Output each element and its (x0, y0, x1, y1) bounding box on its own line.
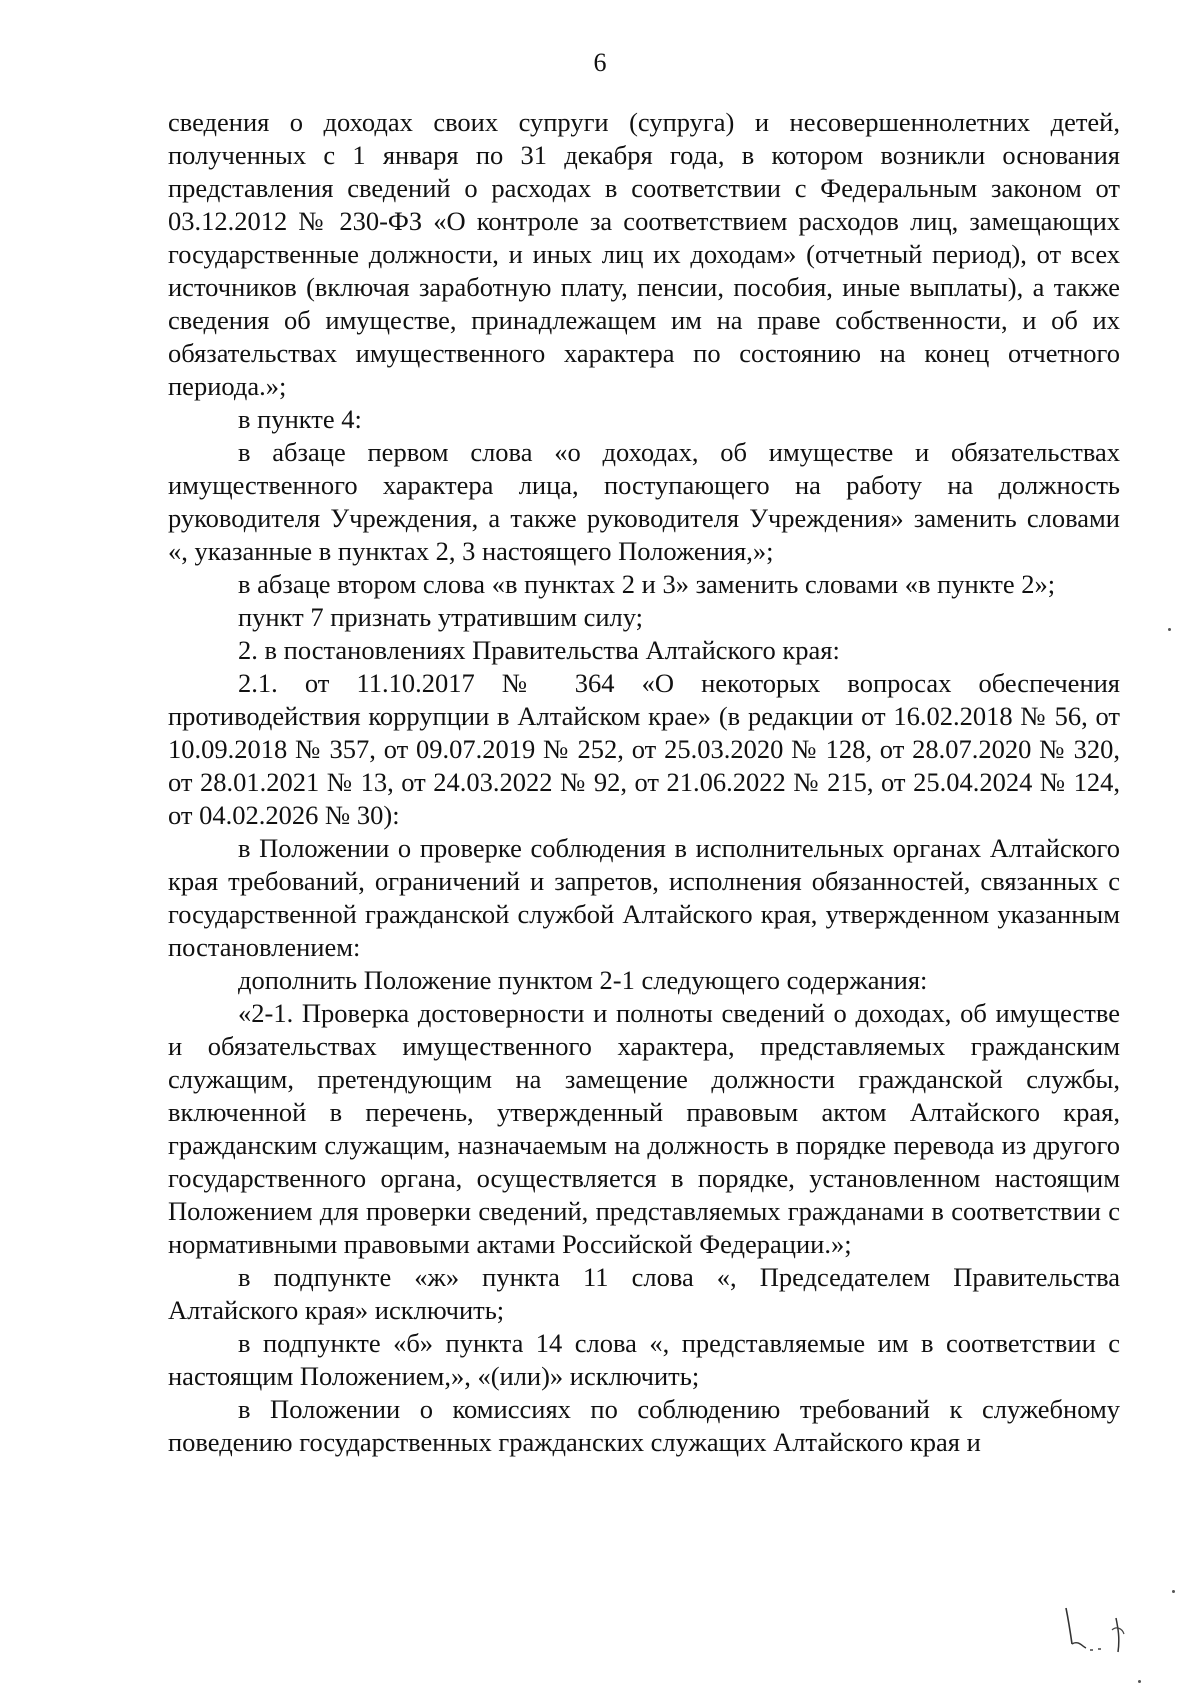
paragraph-7: 2.1. от 11.10.2017 № 364 «О некоторых вопросах обеспечения противодействия коррупции в Алтайском крае» (в редакции от 16.02.2018 № 56, от 10.09.2018 № 357, от 09.07.2019 № 252, от 25.03.2020 № 128, от 28.07.2020 № 320, от 28.01.2021 № 13, от 24.03.2022 № 92, от 21.06.2022 № 215, от 25.04.2024 № 124, от 04.02.2026 № 30): (168, 668, 1120, 830)
paragraph-1: сведения о доходах своих супруги (супруга) и несовершеннолетних детей, полученных с 1 января по 31 декабря года, в котором возникли основания представления сведений о расходах в соответствии с Федеральным законом от 03.12.2012 № 230-ФЗ «О контроле за соответствием расходов лиц, замещающих государственные должности, и иных лиц их доходам» (отчетный период), от всех источников (включая заработную плату, пенсии, пособия, иные выплаты), а также сведения об имуществе, принадлежащем им на праве собственности, и об их обязательствах имущественного характера по состоянию на конец отчетного периода.»; (168, 107, 1120, 401)
paragraph-13: в Положении о комиссиях по соблюдению требований к служебному поведению государственных гражданских служащих Алтайского края и (168, 1394, 1120, 1457)
paragraph-3: в абзаце первом слова «о доходах, об имуществе и обязательствах имущественного характера лица, поступающего на работу на должность руководителя Учреждения, а также руководителя Учреждения» заменить словами «, указанные в пунктах 2, 3 настоящего Положения,»; (168, 437, 1120, 566)
paragraph-6: 2. в постановлениях Правительства Алтайского края: (238, 635, 840, 665)
paragraph-2: в пункте 4: (238, 404, 362, 434)
paragraph-11: в подпункте «ж» пункта 11 слова «, Председателем Правительства Алтайского края» исключить; (168, 1262, 1120, 1325)
paragraph-10: «2-1. Проверка достоверности и полноты сведений о доходах, об имуществе и обязательствах имущественного характера, представляемых гражданским служащим, претендующим на замещение должности гражданской службы, включенной в перечень, утвержденный правовым актом Алтайского края, гражданским служащим, назначаемым на должность в порядке перевода из другого государственного органа, осуществляется в порядке, установленном настоящим Положением для проверки сведений, представляемых гражданами в соответствии с нормативными правовыми актами Российской Федерации.»; (168, 998, 1120, 1259)
scan-speck (1172, 1590, 1175, 1593)
paragraph-12: в подпункте «б» пункта 14 слова «, представляемые им в соответствии с настоящим Положением,», «(или)» исключить; (168, 1328, 1120, 1391)
paragraph-9: дополнить Положение пунктом 2-1 следующего содержания: (238, 965, 928, 995)
paragraph-4: в абзаце втором слова «в пунктах 2 и 3» заменить словами «в пункте 2»; (238, 569, 1056, 599)
page-number: 6 (593, 48, 607, 77)
scan-speck (1168, 628, 1171, 631)
document-body (168, 106, 1120, 1459)
paragraph-5: пункт 7 признать утратившим силу; (238, 602, 644, 632)
paragraph-8: в Положении о проверке соблюдения в исполнительных органах Алтайского края требований, ограничений и запретов, исполнения обязанностей, связанных с государственной гражданской службой Алтайского края, утвержденном указанным постановлением: (168, 833, 1120, 962)
handwritten-initials-mark (1058, 1600, 1138, 1660)
scan-speck (1138, 1680, 1141, 1683)
